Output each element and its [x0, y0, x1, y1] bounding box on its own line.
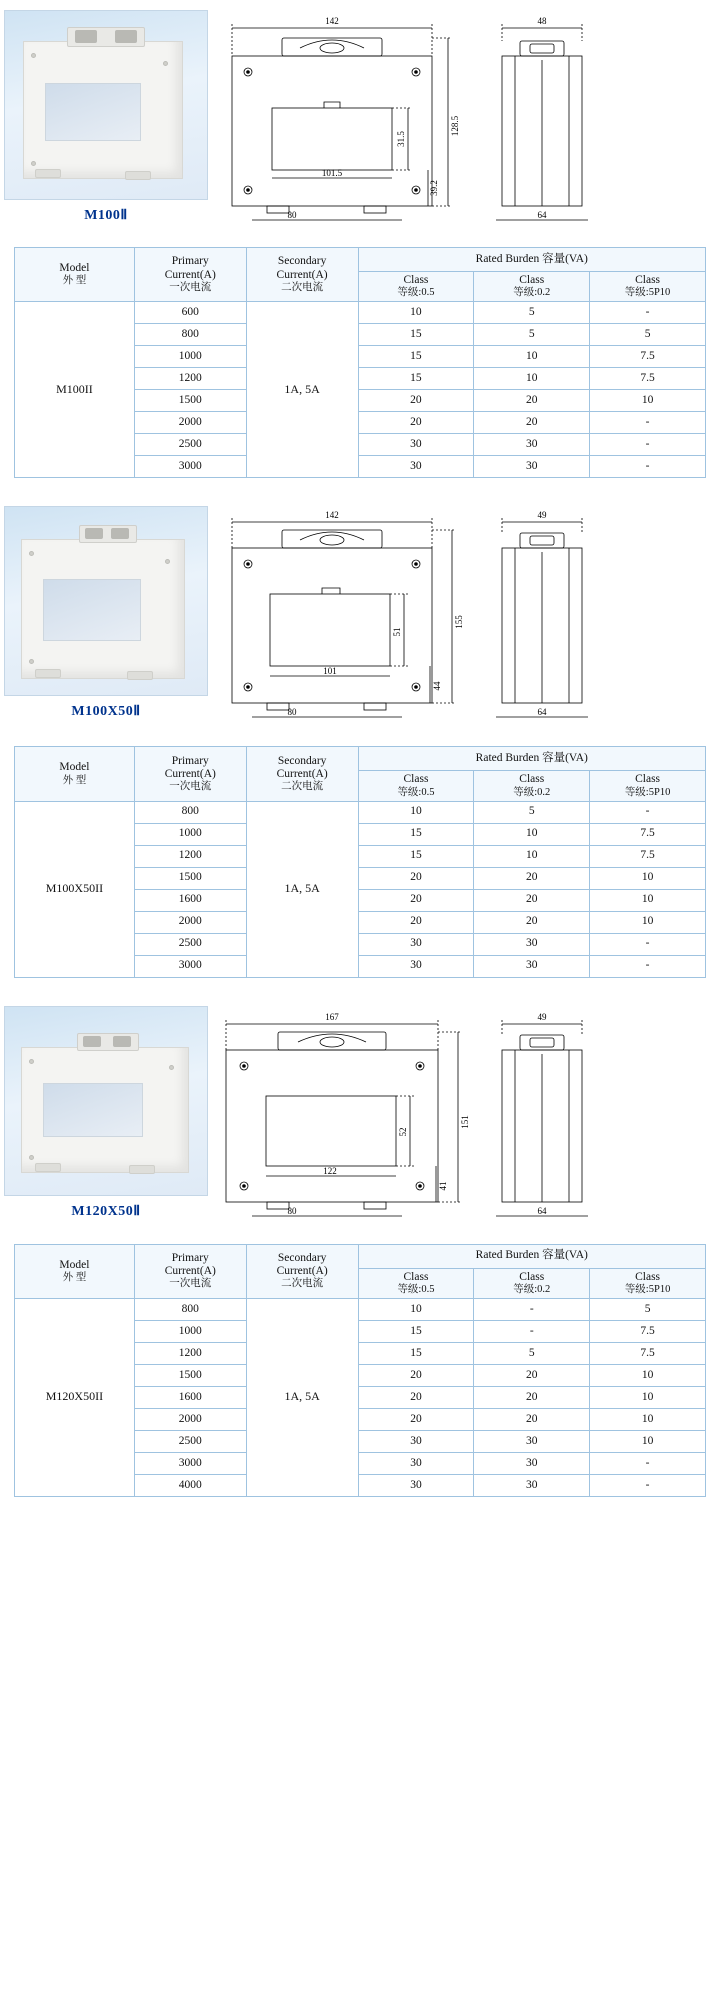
cell-class-02: -	[474, 1320, 590, 1342]
table-row	[15, 1298, 706, 1320]
th-class-5p10-en: Class	[635, 773, 661, 786]
cell-class-05: 20	[358, 911, 474, 933]
th-class-02-en: Class	[519, 773, 545, 786]
cell-class-05: 20	[358, 867, 474, 889]
cell-class-02: 5	[474, 1342, 590, 1364]
cell-primary: 2500	[134, 434, 246, 456]
th-secondary-en1: Secondary	[277, 754, 327, 767]
th-class-5p10-cn: 等级:5P10	[624, 786, 671, 798]
cell-class-5p10: 10	[590, 1364, 706, 1386]
product-photo-cell-1	[0, 6, 212, 224]
product-photo-m120x50	[4, 1006, 208, 1196]
th-model	[15, 747, 135, 801]
th-model-cn: 外 型	[62, 1271, 87, 1283]
th-model-cn: 外 型	[62, 275, 87, 287]
dim-side-base: 64	[537, 210, 547, 220]
th-secondary-en2: Current(A)	[276, 1265, 328, 1278]
dim-side-top: 48	[537, 16, 547, 26]
cell-class-02: 30	[474, 1430, 590, 1452]
cell-primary: 3000	[134, 456, 246, 478]
cell-class-02: 5	[474, 324, 590, 346]
model-caption-1: M100Ⅱ	[84, 208, 128, 223]
cell-class-05: 30	[358, 1430, 474, 1452]
th-class-5p10-cn: 等级:5P10	[624, 287, 671, 299]
cell-class-05: 10	[358, 302, 474, 324]
dim-front-inner-height: 51	[392, 627, 402, 637]
cell-class-05: 30	[358, 1452, 474, 1474]
cell-primary: 800	[134, 1298, 246, 1320]
cell-primary: 2000	[134, 412, 246, 434]
th-class-5p10-cn: 等级:5P10	[624, 1283, 671, 1295]
cell-primary: 1000	[134, 1320, 246, 1342]
technical-drawing-m120x50	[212, 1004, 712, 1230]
th-primary-en2: Current(A)	[164, 268, 216, 281]
cell-model: M100X50II	[15, 801, 135, 977]
th-class-02-cn: 等级:0.2	[513, 786, 551, 798]
product-photo-m100	[4, 10, 208, 200]
cell-secondary: 1A, 5A	[246, 302, 358, 478]
model-caption-2: M100X50Ⅱ	[71, 704, 141, 720]
cell-class-02: 30	[474, 434, 590, 456]
th-class-02-en: Class	[519, 1270, 545, 1283]
cell-primary: 1600	[134, 1386, 246, 1408]
cell-primary: 2000	[134, 911, 246, 933]
th-model-en: Model	[59, 761, 90, 774]
cell-class-05: 15	[358, 346, 474, 368]
drawing-cell-3	[212, 1002, 720, 1230]
dim-front-inner-height: 31.5	[396, 131, 406, 147]
cell-class-05: 15	[358, 845, 474, 867]
cell-class-5p10: 10	[590, 390, 706, 412]
cell-class-5p10: 10	[590, 1386, 706, 1408]
cell-class-05: 20	[358, 1386, 474, 1408]
th-secondary-cn: 二次电流	[281, 781, 324, 793]
cell-primary: 1200	[134, 1342, 246, 1364]
cell-class-05: 20	[358, 412, 474, 434]
cell-class-05: 30	[358, 933, 474, 955]
cell-class-02: 5	[474, 302, 590, 324]
cell-primary: 1500	[134, 867, 246, 889]
cell-class-5p10: -	[590, 933, 706, 955]
dim-front-foot-offset: 44	[432, 681, 442, 691]
dim-side-top: 49	[537, 510, 547, 521]
cell-class-05: 10	[358, 801, 474, 823]
spec-table-wrap-3	[0, 1230, 720, 1497]
th-class-05-cn: 等级:0.5	[397, 1283, 435, 1295]
cell-class-05: 15	[358, 1320, 474, 1342]
cell-class-02: 20	[474, 889, 590, 911]
dim-front-width: 142	[325, 16, 339, 26]
cell-secondary: 1A, 5A	[246, 1298, 358, 1496]
th-primary-en1: Primary	[171, 255, 209, 268]
th-secondary-en2: Current(A)	[276, 268, 328, 281]
cell-class-05: 20	[358, 1364, 474, 1386]
th-secondary-en1: Secondary	[277, 1251, 327, 1264]
cell-class-05: 20	[358, 889, 474, 911]
th-class-05-en: Class	[403, 773, 429, 786]
th-burden: Rated Burden 容量(VA)	[358, 1244, 705, 1268]
cell-class-05: 20	[358, 390, 474, 412]
th-secondary	[246, 248, 358, 302]
table-row	[15, 801, 706, 823]
product-photo-cell-3	[0, 1002, 212, 1220]
spec-table-wrap-2	[0, 732, 720, 977]
cell-class-02: 20	[474, 390, 590, 412]
cell-class-5p10: -	[590, 1452, 706, 1474]
th-secondary	[246, 1244, 358, 1298]
th-primary-en2: Current(A)	[164, 767, 216, 780]
cell-class-5p10: 7.5	[590, 368, 706, 390]
technical-drawing-m100	[212, 8, 712, 233]
th-model-cn: 外 型	[62, 774, 87, 786]
drawing-cell-1	[212, 6, 720, 233]
th-secondary-cn: 二次电流	[281, 1278, 324, 1290]
model-caption-3: M120X50Ⅱ	[71, 1203, 141, 1219]
th-primary-en1: Primary	[171, 754, 209, 767]
cell-primary: 800	[134, 801, 246, 823]
cell-primary: 3000	[134, 1452, 246, 1474]
th-model-en: Model	[59, 1258, 90, 1271]
th-secondary-cn: 二次电流	[281, 281, 324, 293]
cell-class-02: 30	[474, 456, 590, 478]
th-model-en: Model	[59, 262, 90, 274]
product-photo-m100x50	[4, 506, 208, 696]
th-class-5p10	[590, 272, 706, 302]
dim-front-base: 80	[287, 1205, 297, 1216]
th-class-5p10-en: Class	[635, 274, 661, 286]
cell-class-02: 30	[474, 955, 590, 977]
dim-side-base: 64	[537, 1205, 547, 1216]
th-class-02-en: Class	[519, 274, 545, 286]
cell-secondary: 1A, 5A	[246, 801, 358, 977]
th-class-05	[358, 272, 474, 302]
cell-class-5p10: 7.5	[590, 845, 706, 867]
cell-class-05: 15	[358, 1342, 474, 1364]
th-secondary-en1: Secondary	[277, 255, 327, 268]
product-photo-cell-2	[0, 502, 212, 720]
dim-front-inner-width: 101	[323, 666, 337, 677]
th-burden: Rated Burden 容量(VA)	[358, 248, 705, 272]
cell-class-5p10: 5	[590, 324, 706, 346]
th-class-05-cn: 等级:0.5	[397, 786, 435, 798]
dim-front-foot-offset: 39.2	[429, 180, 439, 196]
cell-class-5p10: -	[590, 456, 706, 478]
cell-class-05: 15	[358, 823, 474, 845]
th-model	[15, 1244, 135, 1298]
cell-primary: 4000	[134, 1474, 246, 1496]
cell-class-5p10: 7.5	[590, 1320, 706, 1342]
dim-front-inner-width: 101.5	[321, 168, 343, 178]
cell-class-05: 15	[358, 368, 474, 390]
dim-front-width: 167	[325, 1011, 339, 1022]
spec-table-m120x50	[14, 1244, 706, 1497]
cell-class-5p10: 10	[590, 1408, 706, 1430]
cell-class-5p10: -	[590, 955, 706, 977]
th-primary	[134, 1244, 246, 1298]
cell-primary: 2500	[134, 933, 246, 955]
th-class-05	[358, 771, 474, 801]
product-block-m100x50	[0, 496, 720, 977]
th-class-02	[474, 1268, 590, 1298]
cell-class-02: 5	[474, 801, 590, 823]
th-class-02-cn: 等级:0.2	[513, 287, 551, 299]
cell-model: M100II	[15, 302, 135, 478]
cell-class-05: 30	[358, 1474, 474, 1496]
cell-primary: 2000	[134, 1408, 246, 1430]
dim-front-foot-offset: 41	[438, 1181, 448, 1191]
dim-front-base: 80	[287, 210, 297, 220]
cell-primary: 600	[134, 302, 246, 324]
th-class-5p10	[590, 1268, 706, 1298]
th-primary	[134, 248, 246, 302]
cell-class-5p10: 7.5	[590, 346, 706, 368]
th-class-5p10-en: Class	[635, 1270, 661, 1283]
cell-class-05: 15	[358, 324, 474, 346]
cell-class-05: 30	[358, 456, 474, 478]
th-class-05-en: Class	[403, 274, 429, 286]
cell-class-05: 10	[358, 1298, 474, 1320]
cell-class-02: 20	[474, 1386, 590, 1408]
cell-class-5p10: 10	[590, 889, 706, 911]
cell-class-02: 30	[474, 1474, 590, 1496]
cell-primary: 1200	[134, 368, 246, 390]
cell-class-02: 10	[474, 823, 590, 845]
dim-side-base: 64	[537, 707, 547, 718]
th-model	[15, 248, 135, 302]
th-class-02	[474, 771, 590, 801]
cell-primary: 3000	[134, 955, 246, 977]
dim-front-height: 151	[460, 1114, 470, 1129]
dim-front-height: 155	[454, 615, 464, 630]
cell-class-5p10: 5	[590, 1298, 706, 1320]
th-class-02-cn: 等级:0.2	[513, 1283, 551, 1295]
cell-class-02: 10	[474, 346, 590, 368]
th-burden: Rated Burden 容量(VA)	[358, 747, 705, 771]
th-class-05-en: Class	[403, 1270, 429, 1283]
dim-front-width: 142	[325, 510, 339, 521]
cell-class-05: 30	[358, 434, 474, 456]
th-primary-en2: Current(A)	[164, 1265, 216, 1278]
cell-primary: 800	[134, 324, 246, 346]
spec-table-wrap-1	[0, 233, 720, 478]
dim-front-height: 128.5	[450, 115, 460, 137]
th-secondary-en2: Current(A)	[276, 767, 328, 780]
table-row	[15, 302, 706, 324]
cell-primary: 1000	[134, 346, 246, 368]
cell-primary: 1600	[134, 889, 246, 911]
drawing-cell-2	[212, 502, 720, 732]
cell-model: M120X50II	[15, 1298, 135, 1496]
cell-class-5p10: -	[590, 302, 706, 324]
th-secondary	[246, 747, 358, 801]
cell-class-5p10: 10	[590, 911, 706, 933]
cell-class-02: 30	[474, 933, 590, 955]
spec-table-m100	[14, 247, 706, 478]
cell-class-5p10: 10	[590, 1430, 706, 1452]
th-primary	[134, 747, 246, 801]
cell-primary: 2500	[134, 1430, 246, 1452]
th-primary-cn: 一次电流	[169, 281, 212, 293]
cell-class-02: 20	[474, 412, 590, 434]
cell-primary: 1200	[134, 845, 246, 867]
cell-primary: 1000	[134, 823, 246, 845]
cell-class-5p10: -	[590, 1474, 706, 1496]
dim-front-inner-width: 122	[323, 1165, 337, 1176]
spec-table-m100x50	[14, 746, 706, 977]
cell-class-02: 20	[474, 1408, 590, 1430]
th-class-05-cn: 等级:0.5	[397, 287, 435, 299]
dim-front-inner-height: 52	[398, 1127, 408, 1137]
cell-class-02: 20	[474, 911, 590, 933]
cell-class-02: 10	[474, 845, 590, 867]
cell-class-02: 20	[474, 867, 590, 889]
cell-class-02: 20	[474, 1364, 590, 1386]
cell-class-5p10: 7.5	[590, 1342, 706, 1364]
cell-primary: 1500	[134, 390, 246, 412]
cell-class-5p10: -	[590, 801, 706, 823]
cell-class-5p10: -	[590, 412, 706, 434]
th-primary-en1: Primary	[171, 1251, 209, 1264]
cell-class-05: 30	[358, 955, 474, 977]
cell-class-02: 10	[474, 368, 590, 390]
technical-drawing-m100x50	[212, 504, 712, 732]
dim-side-top: 49	[537, 1011, 547, 1022]
dim-front-base: 80	[287, 707, 297, 718]
cell-class-5p10: 7.5	[590, 823, 706, 845]
cell-class-02: 30	[474, 1452, 590, 1474]
cell-class-02: -	[474, 1298, 590, 1320]
th-primary-cn: 一次电流	[169, 1278, 212, 1290]
th-class-05	[358, 1268, 474, 1298]
cell-class-5p10: -	[590, 434, 706, 456]
product-block-m120x50	[0, 996, 720, 1497]
cell-class-5p10: 10	[590, 867, 706, 889]
cell-class-05: 20	[358, 1408, 474, 1430]
product-block-m100	[0, 0, 720, 478]
th-class-5p10	[590, 771, 706, 801]
cell-primary: 1500	[134, 1364, 246, 1386]
th-primary-cn: 一次电流	[169, 781, 212, 793]
th-class-02	[474, 272, 590, 302]
